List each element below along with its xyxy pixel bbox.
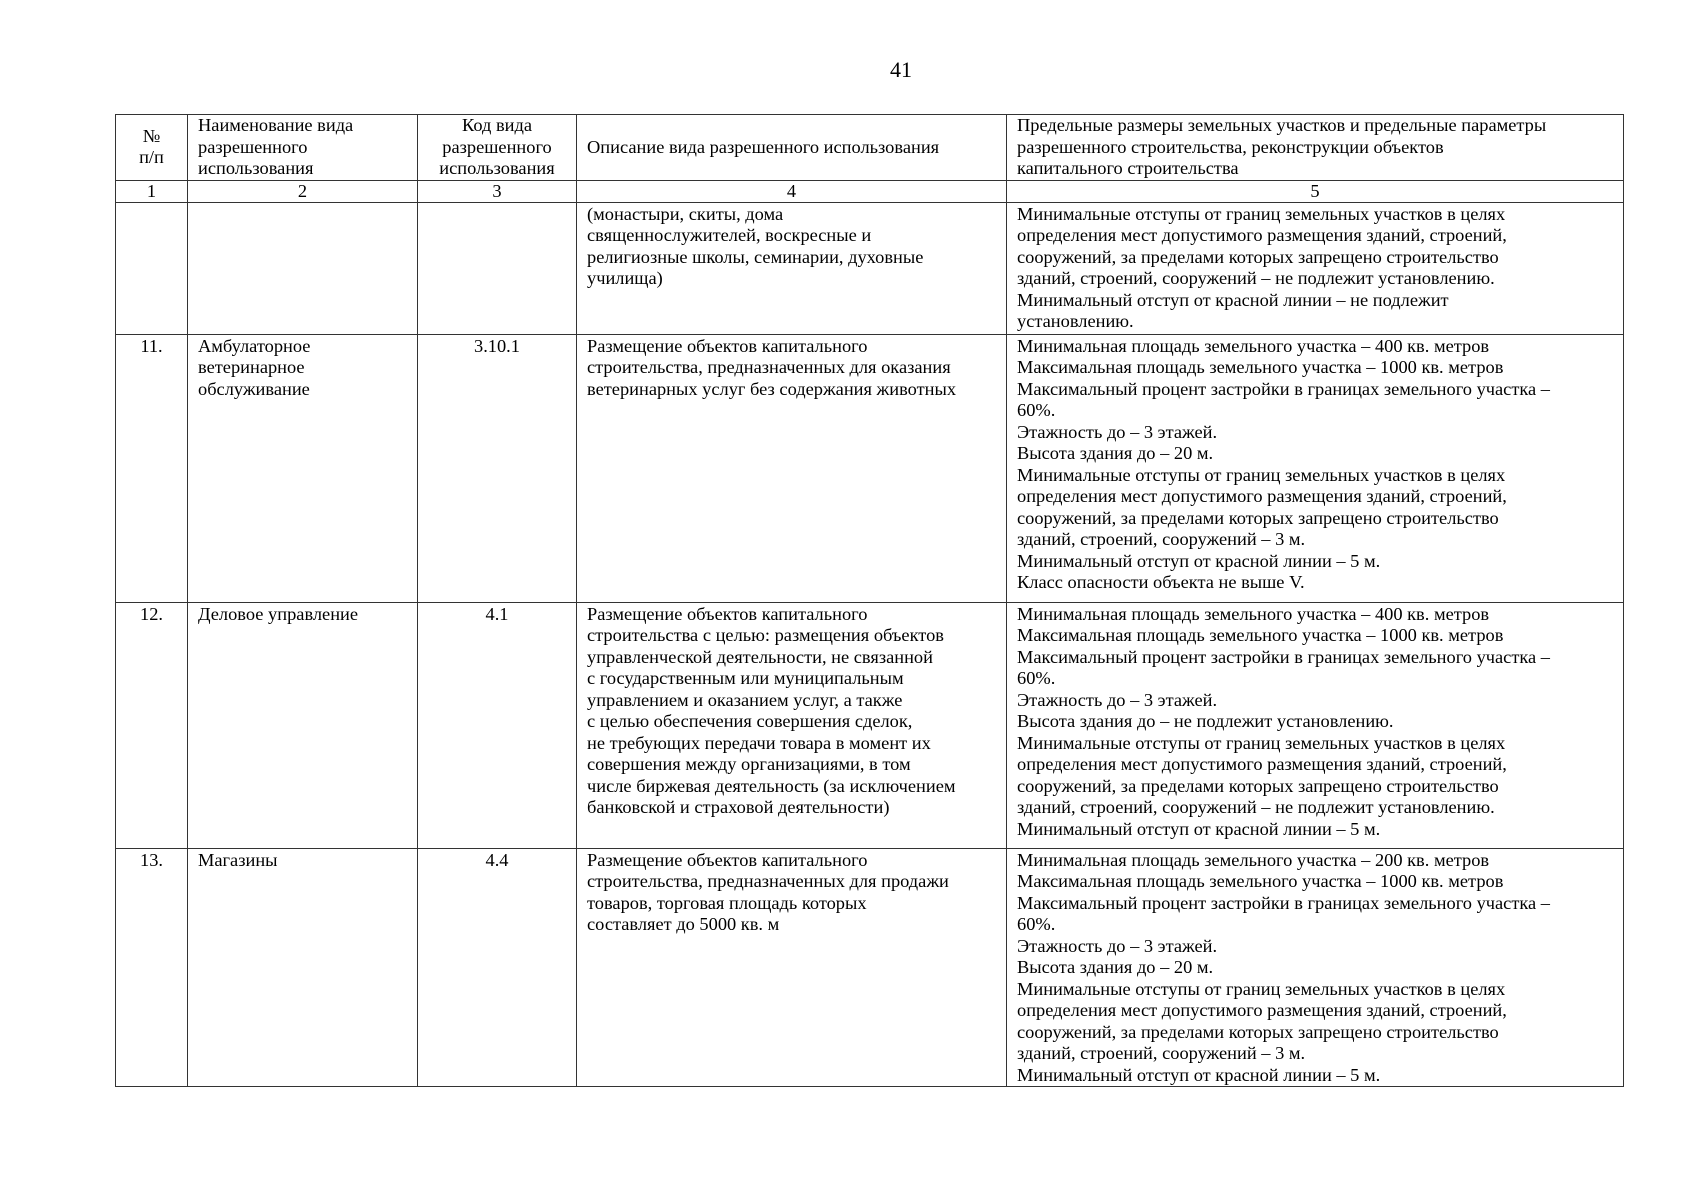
- text-line: зданий, строений, сооружений – 3 м.: [1017, 1043, 1306, 1063]
- text-line: Максимальная площадь земельного участка – 1000 кв. метров: [1017, 871, 1504, 891]
- text-line: строительства, предназначенных для оказания: [587, 357, 951, 377]
- text-line: 60%.: [1017, 400, 1056, 420]
- text-line: Описание вида разрешенного использования: [587, 136, 940, 157]
- text-line: строительства, предназначенных для продажи: [587, 871, 949, 891]
- header-number: [116, 115, 188, 181]
- header-name: [188, 115, 418, 181]
- text-line: Минимальные отступы от границ земельных участков в целях: [1017, 203, 1506, 224]
- row-number: 12.: [116, 602, 188, 848]
- text-line: Высота здания до – 20 м.: [1017, 443, 1214, 463]
- text-line: определения мест допустимого размещения зданий, строений,: [1017, 1000, 1507, 1020]
- text-line: составляет до 5000 кв. м: [587, 914, 780, 934]
- row-params: [1007, 602, 1624, 848]
- text-line: Максимальная площадь земельного участка – 1000 кв. метров: [1017, 625, 1504, 645]
- text-line: 60%.: [1017, 668, 1056, 688]
- text-line: числе биржевая деятельность (за исключением: [587, 775, 956, 796]
- text-line: Высота здания до – 20 м.: [1017, 957, 1214, 977]
- row-name: [188, 602, 418, 848]
- row-number: [116, 202, 188, 334]
- text-line: священнослужителей, воскресные и: [587, 225, 872, 245]
- text-line: Этажность до – 3 этажей.: [1017, 421, 1218, 442]
- text-line: с государственным или муниципальным: [587, 668, 904, 688]
- text-line: Размещение объектов капитального: [587, 603, 868, 624]
- header-description: [577, 115, 1007, 181]
- text-line: Минимальный отступ от красной линии – 5 м.: [1017, 1064, 1381, 1085]
- text-line: совершения между организациями, в том: [587, 754, 911, 774]
- row-description: [577, 602, 1007, 848]
- table-row: [116, 848, 1624, 1087]
- text-line: банковской и страховой деятельности): [587, 797, 890, 817]
- table-row: [116, 202, 1624, 334]
- column-number: 1: [116, 180, 188, 202]
- column-numbers-row: [116, 180, 1624, 202]
- text-line: училища): [587, 268, 663, 288]
- text-line: сооружений, за пределами которых запрещено строительство: [1017, 775, 1499, 796]
- text-line: Деловое управление: [198, 603, 359, 624]
- text-line: обслуживание: [198, 378, 310, 399]
- text-line: Минимальная площадь земельного участка – 400 кв. метров: [1017, 603, 1490, 624]
- text-line: Минимальный отступ от красной линии – не подлежит: [1017, 289, 1449, 310]
- text-line: сооружений, за пределами которых запрещено строительство: [1017, 1021, 1499, 1042]
- text-line: №: [142, 125, 161, 146]
- row-name: [188, 848, 418, 1087]
- row-description: [577, 202, 1007, 334]
- row-name: [188, 202, 418, 334]
- table-row: [116, 602, 1624, 848]
- text-line: Минимальные отступы от границ земельных участков в целях: [1017, 978, 1506, 999]
- text-line: Класс опасности объекта не выше V.: [1017, 572, 1305, 592]
- text-line: (монастыри, скиты, дома: [587, 203, 784, 224]
- text-line: зданий, строений, сооружений – не подлежит установлению.: [1017, 268, 1495, 288]
- text-line: установлению.: [1017, 311, 1134, 331]
- table-header-row: [116, 115, 1624, 181]
- text-line: использования: [198, 158, 314, 178]
- text-line: Амбулаторное: [198, 335, 311, 356]
- text-line: Этажность до – 3 этажей.: [1017, 689, 1218, 710]
- text-line: строительства с целью: размещения объектов: [587, 625, 944, 645]
- text-line: Максимальный процент застройки в границах земельного участка –: [1017, 892, 1550, 913]
- header-code: [418, 115, 577, 181]
- text-line: определения мест допустимого размещения зданий, строений,: [1017, 486, 1507, 506]
- text-line: Наименование вида: [198, 115, 354, 135]
- text-line: Этажность до – 3 этажей.: [1017, 935, 1218, 956]
- text-line: Минимальный отступ от красной линии – 5 м.: [1017, 818, 1381, 839]
- text-line: Максимальный процент застройки в границах земельного участка –: [1017, 646, 1550, 667]
- row-code: 4.1: [418, 602, 577, 848]
- text-line: Минимальные отступы от границ земельных участков в целях: [1017, 464, 1506, 485]
- text-line: товаров, торговая площадь которых: [587, 892, 867, 913]
- column-number: 4: [577, 180, 1007, 202]
- row-code: 4.4: [418, 848, 577, 1087]
- row-number: 11.: [116, 334, 188, 602]
- text-line: ветеринарных услуг без содержания животных: [587, 378, 957, 399]
- text-line: п/п: [139, 147, 164, 168]
- text-line: определения мест допустимого размещения зданий, строений,: [1017, 225, 1507, 245]
- text-line: Минимальная площадь земельного участка – 200 кв. метров: [1017, 849, 1490, 870]
- text-line: Код вида: [461, 115, 532, 135]
- text-line: ветеринарное: [198, 357, 305, 377]
- text-line: не требующих передачи товара в момент их: [587, 732, 931, 753]
- text-line: Размещение объектов капитального: [587, 335, 868, 356]
- text-line: капитального строительства: [1017, 158, 1239, 178]
- row-name: [188, 334, 418, 602]
- text-line: управлением и оказанием услуг, а также: [587, 689, 903, 710]
- text-line: сооружений, за пределами которых запрещено строительство: [1017, 246, 1499, 267]
- text-line: Магазины: [198, 849, 278, 870]
- row-code: [418, 202, 577, 334]
- page-number: 41: [890, 57, 912, 82]
- row-code: 3.10.1: [418, 334, 577, 602]
- text-line: Максимальная площадь земельного участка – 1000 кв. метров: [1017, 357, 1504, 377]
- row-params: [1007, 848, 1624, 1087]
- row-description: [577, 334, 1007, 602]
- column-number: 3: [418, 180, 577, 202]
- text-line: религиозные школы, семинарии, духовные: [587, 246, 924, 267]
- text-line: разрешенного: [198, 136, 308, 157]
- text-line: определения мест допустимого размещения зданий, строений,: [1017, 754, 1507, 774]
- land-use-table: [115, 114, 1624, 1087]
- text-line: зданий, строений, сооружений – 3 м.: [1017, 529, 1306, 549]
- text-line: зданий, строений, сооружений – не подлежит установлению.: [1017, 797, 1495, 817]
- text-line: Минимальная площадь земельного участка – 400 кв. метров: [1017, 335, 1490, 356]
- row-params: [1007, 334, 1624, 602]
- header-params: [1007, 115, 1624, 181]
- text-line: разрешенного строительства, реконструкции объектов: [1017, 136, 1444, 157]
- text-line: использования: [439, 158, 555, 178]
- text-line: разрешенного: [442, 136, 552, 157]
- row-description: [577, 848, 1007, 1087]
- text-line: Минимальные отступы от границ земельных участков в целях: [1017, 732, 1506, 753]
- text-line: 60%.: [1017, 914, 1056, 934]
- text-line: Высота здания до – не подлежит установлению.: [1017, 711, 1394, 731]
- table-row: [116, 334, 1624, 602]
- text-line: Предельные размеры земельных участков и предельные параметры: [1017, 115, 1547, 135]
- row-number: 13.: [116, 848, 188, 1087]
- column-number: 5: [1007, 180, 1624, 202]
- text-line: с целью обеспечения совершения сделок,: [587, 711, 913, 731]
- column-number: 2: [188, 180, 418, 202]
- row-params: [1007, 202, 1624, 334]
- text-line: управленческой деятельности, не связанной: [587, 646, 933, 667]
- text-line: Размещение объектов капитального: [587, 849, 868, 870]
- text-line: Минимальный отступ от красной линии – 5 м.: [1017, 550, 1381, 571]
- text-line: Максимальный процент застройки в границах земельного участка –: [1017, 378, 1550, 399]
- text-line: сооружений, за пределами которых запрещено строительство: [1017, 507, 1499, 528]
